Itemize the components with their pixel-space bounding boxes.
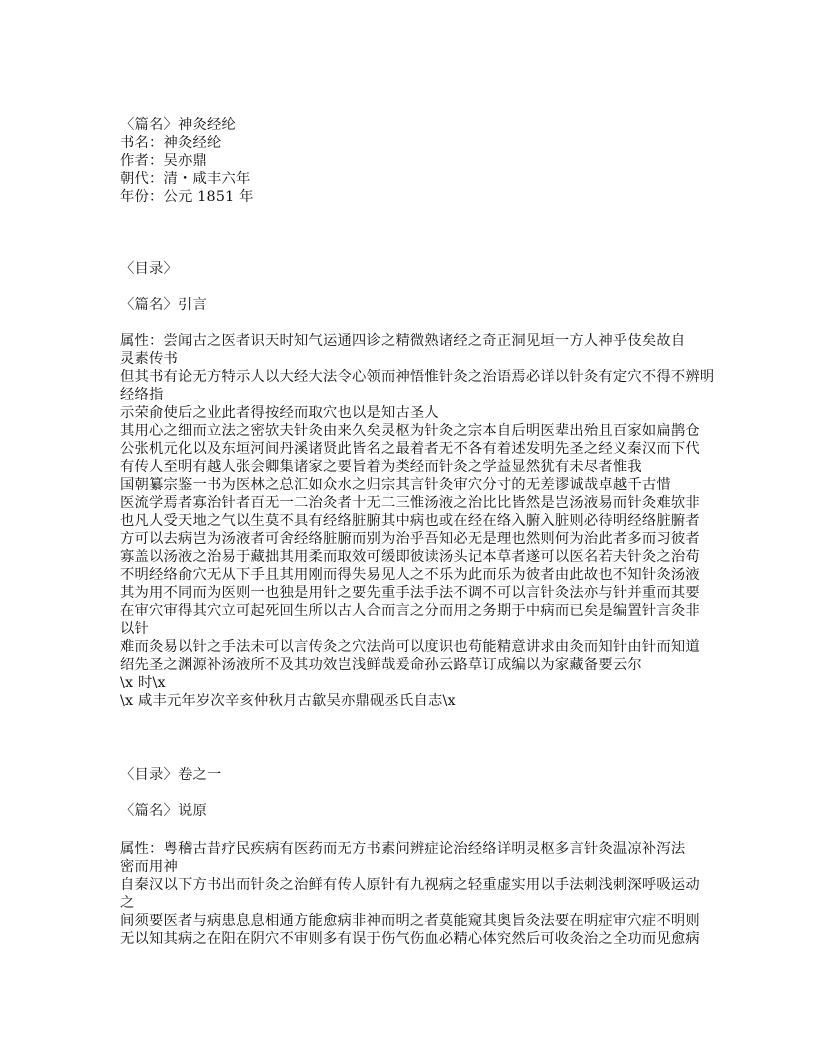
- metadata-line: 作者：吴亦鼎: [120, 153, 207, 169]
- paragraph-line: 也凡人受天地之气以生莫不具有经络脏腑其中病也或在经在络入腑入脏则必待明经络脏腑者: [120, 513, 700, 529]
- paragraph-line: 属性：粤稽古昔疗民疾病有医药而无方书素问辨症论治经络详明灵枢多言针灸温凉补泻法: [120, 841, 686, 857]
- document-title: 〈篇名〉神灸经纶: [120, 117, 236, 133]
- paragraph-line: 但其书有论无方特示人以大经大法令心领而神悟惟针灸之治语焉必详以针灸有定穴不得不辨明: [120, 369, 715, 385]
- paragraph-line: 不明经络俞穴无从下手且其用刚而得失易见人之不乐为此而乐为彼者由此故也不知针灸汤液: [120, 567, 700, 583]
- paragraph-line: 公张机元化以及东垣河间丹溪诸贤此皆名之最着者无不各有着述发明先圣之经义秦汉而下代: [120, 441, 700, 457]
- paragraph-line: 间须要医者与病患息息相通方能愈病非神而明之者莫能窥其奥旨灸法要在明症审穴症不明则: [120, 913, 700, 929]
- paragraph-line: 国朝纂宗鉴一书为医林之总汇如众水之归宗其言针灸审穴分寸的无差谬诚哉卓越千古惜: [120, 477, 671, 493]
- paragraph-line: 其用心之细而立法之密欤夫针灸由来久矣灵枢为针灸之宗本自后明医辈出殆且百家如扁鹊仓: [120, 423, 700, 439]
- paragraph-line: \x 时\x: [120, 675, 166, 691]
- toc-heading: 〈目录〉: [120, 261, 178, 277]
- paragraph-line: 有传人至明有越人张会卿集诸家之要旨着为类经而针灸之学益显然犹有未尽者惟我: [120, 459, 642, 475]
- paragraph-line: 在审穴审得其穴立可起死回生所以古人合而言之分而用之务期于中病而已矣是编置针言灸非: [120, 603, 700, 619]
- paragraph-line: 无以知其病之在阳在阴穴不审则多有误于伤气伤血必精心体究然后可收灸治之全功而见愈病: [120, 931, 700, 947]
- paragraph-line: 之: [120, 895, 135, 911]
- toc-heading: 〈目录〉卷之一: [120, 767, 222, 783]
- paragraph-line: 属性：尝闻古之医者识天时知气运通四诊之精微熟诸经之奇正洞见垣一方人神乎伎矣故自: [120, 333, 686, 349]
- section-title: 〈篇名〉说原: [120, 803, 207, 819]
- paragraph-line: 寡盖以汤液之治易于藏拙其用柔而取效可缓即彼读汤头记本草者遂可以医名若夫针灸之治苟: [120, 549, 700, 565]
- paragraph-line: 密而用神: [120, 859, 178, 875]
- paragraph-line: 方可以去病岂为汤液者可舍经络脏腑而别为治乎吾知必无是理也然则何为治此者多而习彼者: [120, 531, 700, 547]
- paragraph-line: 以针: [120, 621, 149, 637]
- section-title: 〈篇名〉引言: [120, 297, 207, 313]
- paragraph-line: 自秦汉以下方书出而针灸之治鲜有传人原针有九视病之轻重虚实用以手法刺浅刺深呼吸运动: [120, 877, 700, 893]
- paragraph-line: 灵素传书: [120, 351, 178, 367]
- paragraph-line: 绍先圣之渊源补汤液所不及其功效岂浅鲜哉爰命孙云路草订成编以为家藏备要云尔: [120, 657, 642, 673]
- metadata-line: 年份：公元 1851 年: [120, 189, 254, 205]
- paragraph-line: 示荣俞使后之业此者得按经而取穴也以是知古圣人: [120, 405, 439, 421]
- metadata-line: 书名：神灸经纶: [120, 135, 222, 151]
- metadata-line: 朝代：清・咸丰六年: [120, 171, 251, 187]
- paragraph-line: \x 咸丰元年岁次辛亥仲秋月古歙吴亦鼎砚丞氏自志\x: [120, 693, 456, 709]
- paragraph-line: 经络指: [120, 387, 164, 403]
- paragraph-line: 医流学焉者寡治针者百无一二治灸者十无二三惟汤液之治比比皆然是岂汤液易而针灸难欤非: [120, 495, 700, 511]
- paragraph-line: 难而灸易以针之手法未可以言传灸之穴法尚可以度识也苟能精意讲求由灸而知针由针而知道: [120, 639, 700, 655]
- paragraph-line: 其为用不同而为医则一也独是用针之要先重手法手法不调不可以言针灸法亦与针并重而其要: [120, 585, 700, 601]
